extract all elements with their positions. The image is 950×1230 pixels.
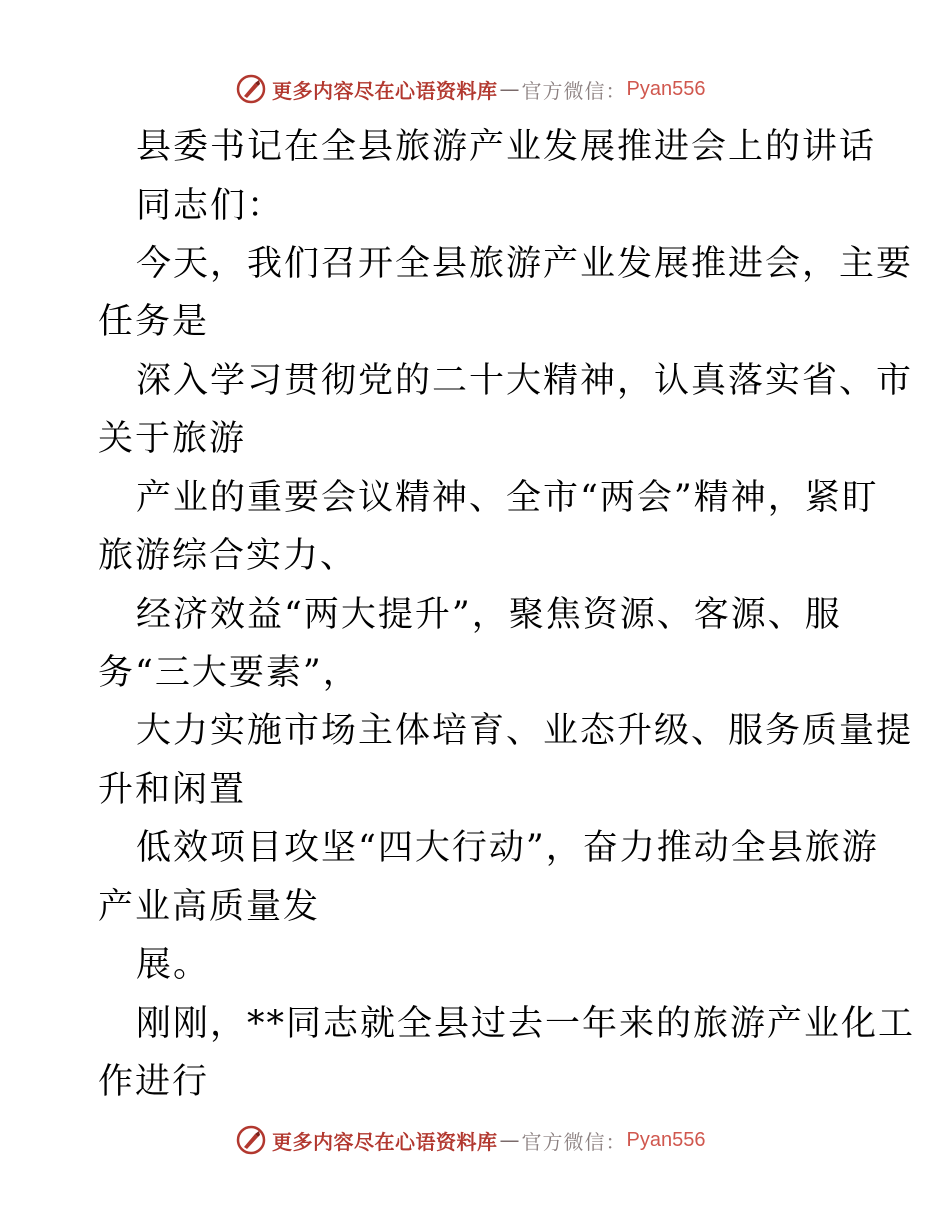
watermark-wechat-label: 官方微信： xyxy=(521,78,627,103)
text-line: 低效项目攻坚“四大行动”，奋力推动全县旅游 xyxy=(136,828,879,868)
text-line: 今天，我们召开全县旅游产业发展推进会，主要 xyxy=(136,244,914,284)
text-line: 升和闲置 xyxy=(98,770,247,810)
text-line: 产业的重要会议精神、全市“两会”精神，紧盯 xyxy=(136,478,879,518)
document-title: 县委书记在全县旅游产业发展推进会上的讲话 xyxy=(136,127,877,167)
pen-logo-icon xyxy=(236,1125,266,1155)
text-line: 经济效益“两大提升”，聚焦资源、客源、服 xyxy=(136,595,842,635)
watermark-brand-text: 更多内容尽在心语资料库 xyxy=(272,78,498,103)
text-line: 展。 xyxy=(136,945,211,985)
text-line: 深入学习贯彻党的二十大精神，认真落实省、市 xyxy=(136,361,914,401)
text-line: 务“三大要素”， xyxy=(98,653,360,693)
pen-logo-icon xyxy=(236,74,266,104)
watermark-dash: — xyxy=(499,77,520,101)
text-line: 大力实施市场主体培育、业态升级、服务质量提 xyxy=(136,711,914,751)
watermark-wechat-id: Pyan556 xyxy=(626,1128,706,1151)
watermark-wechat-label: 官方微信： xyxy=(521,1129,627,1154)
text-line: 产业高质量发 xyxy=(98,887,321,927)
header-watermark xyxy=(236,72,756,106)
watermark-wechat-id: Pyan556 xyxy=(626,77,706,100)
text-line: 旅游综合实力、 xyxy=(98,536,358,576)
text-line: 作进行 xyxy=(98,1062,210,1102)
text-line: 任务是 xyxy=(98,302,210,342)
footer-watermark xyxy=(236,1123,756,1157)
salutation: 同志们： xyxy=(136,186,285,226)
text-line: 刚刚，**同志就全县过去一年来的旅游产业化工 xyxy=(136,1004,916,1044)
watermark-dash: — xyxy=(499,1128,520,1152)
text-line: 关于旅游 xyxy=(98,419,247,459)
watermark-brand-text: 更多内容尽在心语资料库 xyxy=(272,1129,498,1154)
